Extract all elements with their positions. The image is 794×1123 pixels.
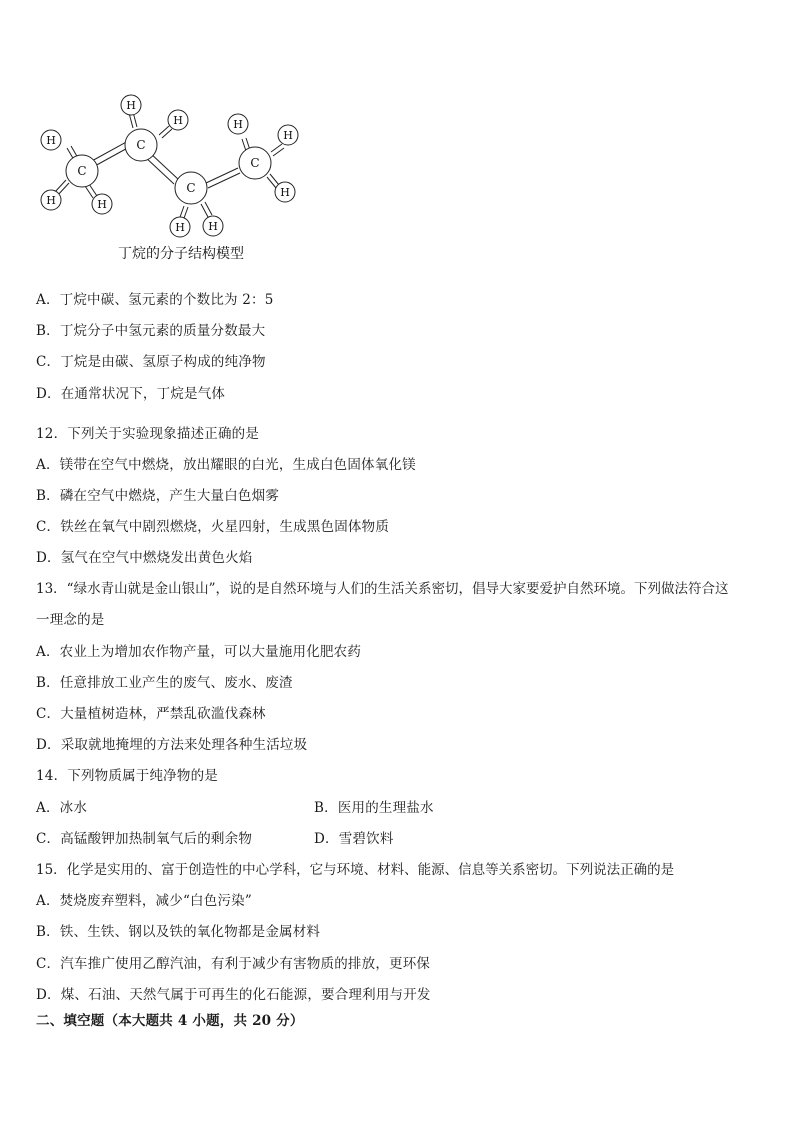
- q15-stem: 15．化学是实用的、富于创造性的中心学科，它与环境、材料、能源、信息等关系密切。下列说法正确的是: [36, 862, 675, 878]
- q11-option-b: B．丁烷分子中氢元素的质量分数最大: [36, 323, 266, 339]
- butane-model-svg: [30, 88, 320, 268]
- carbon-label: C: [186, 181, 196, 195]
- q12-option-a: A．镁带在空气中燃烧，放出耀眼的白光，生成白色固体氧化镁: [36, 457, 416, 473]
- section-heading: 二、填空题（本大题共 4 小题，共 20 分）: [36, 1013, 304, 1029]
- carbon-label: C: [250, 156, 260, 170]
- hydrogen-label: H: [97, 198, 107, 211]
- q13-stem-line2: 一理念的是: [36, 612, 105, 628]
- q12-stem: 12．下列关于实验现象描述正确的是: [36, 426, 260, 442]
- q15-option-c: C．汽车推广使用乙醇汽油，有利于减少有害物质的排放，更环保: [36, 956, 431, 972]
- hydrogen-label: H: [126, 99, 136, 112]
- q12-option-d: D．氢气在空气中燃烧发出黄色火焰: [36, 550, 253, 566]
- hydrogen-label: H: [208, 220, 218, 233]
- q11-option-a: A．丁烷中碳、氢元素的个数比为 2：5: [36, 292, 274, 308]
- q14-stem: 14．下列物质属于纯净物的是: [36, 768, 218, 784]
- q11-option-d: D．在通常状况下，丁烷是气体: [36, 386, 226, 402]
- carbon-label: C: [136, 138, 146, 152]
- q14-option-a: A．冰水: [36, 800, 88, 816]
- q13-option-a: A．农业上为增加农作物产量，可以大量施用化肥农药: [36, 644, 362, 660]
- q15-option-a: A．焚烧废弃塑料，减少“白色污染”: [36, 893, 252, 909]
- hydrogen-label: H: [46, 194, 56, 207]
- butane-model-figure: [30, 88, 320, 268]
- q11-option-c: C．丁烷是由碳、氢原子构成的纯净物: [36, 354, 266, 370]
- q15-option-b: B．铁、生铁、钢以及铁的氧化物都是金属材料: [36, 924, 321, 940]
- hydrogen-label: H: [280, 186, 290, 199]
- q12-option-c: C．铁丝在氧气中剧烈燃烧，火星四射，生成黑色固体物质: [36, 519, 390, 535]
- carbon-label: C: [77, 164, 87, 178]
- hydrogen-label: H: [173, 114, 183, 127]
- q14-option-b: B．医用的生理盐水: [314, 800, 434, 816]
- q13-option-c: C．大量植树造林，严禁乱砍滥伐森林: [36, 706, 266, 722]
- q13-option-d: D．采取就地掩埋的方法来处理各种生活垃圾: [36, 737, 308, 753]
- q14-option-d: D．雪碧饮料: [314, 831, 394, 847]
- hydrogen-label: H: [233, 118, 243, 131]
- hydrogen-label: H: [175, 221, 185, 234]
- hydrogen-label: H: [283, 129, 293, 142]
- q12-option-b: B．磷在空气中燃烧，产生大量白色烟雾: [36, 488, 280, 504]
- q14-option-c: C．高锰酸钾加热制氧气后的剩余物: [36, 831, 253, 847]
- figure-caption: 丁烷的分子结构模型: [118, 246, 244, 262]
- q13-stem-line1: 13．“绿水青山就是金山银山”，说的是自然环境与人们的生活关系密切，倡导大家要爱护自然环境。下列做法符合这: [36, 581, 729, 597]
- q15-option-d: D．煤、石油、天然气属于可再生的化石能源，要合理利用与开发: [36, 987, 431, 1003]
- hydrogen-label: H: [46, 134, 56, 147]
- q13-option-b: B．任意排放工业产生的废气、废水、废渣: [36, 675, 293, 691]
